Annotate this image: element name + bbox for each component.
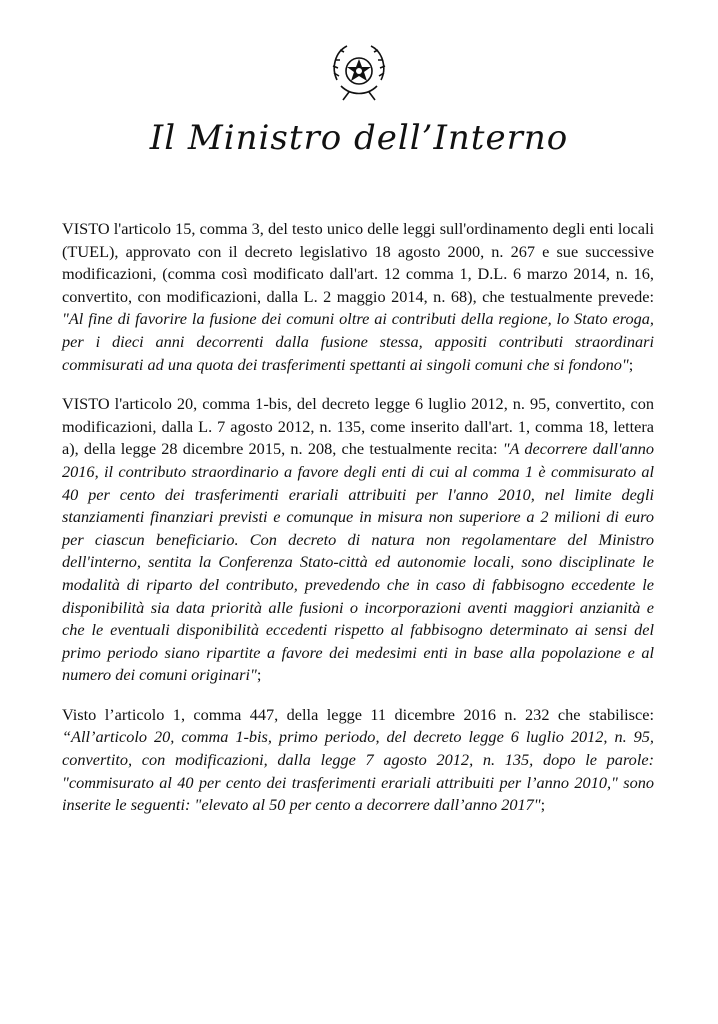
paragraph-tuel-article-15 xyxy=(62,218,654,376)
paragraph-quote: “All’articolo 20, comma 1-bis, primo periodo, del decreto legge 6 luglio 2012, n. 95, convertito, con modificazioni, dalla legge 7 agosto 2012, n. 135, dopo le parole: "commisurato al 40 per cento dei trasferimenti erariali attribuiti per l’anno 2010," sono inserite le seguenti: "elevato al 50 per cento a decorrere dall’anno 2017" xyxy=(62,727,654,815)
paragraph-intro: VISTO l'articolo 15, comma 3, del testo unico delle leggi sull'ordinamento degli enti locali (TUEL), approvato con il decreto legislativo 18 agosto 2000, n. 267 e sue successive modificazioni, (comma così modificato dall'art. 12 comma 1, D.L. 6 marzo 2014, n. 16, convertito, con modificazioni, dalla L. 2 maggio 2014, n. 68), che testualmente prevede: xyxy=(62,219,654,306)
paragraph-intro: Visto l’articolo 1, comma 447, della legge 11 dicembre 2016 n. 232 che stabilisce: xyxy=(62,704,654,724)
paragraph-intro: VISTO l'articolo 20, comma 1-bis, del decreto legge 6 luglio 2012, n. 95, convertito, con modificazioni, dalla L. 7 agosto 2012, n. 135, come inserito dall'art. 1, comma 18, lettera a), della legge 28 dicembre 2015, n. 208, che testualmente recita: xyxy=(62,394,654,459)
paragraph-tail: ; xyxy=(540,795,546,815)
ministry-title: Il Ministro dell’Interno xyxy=(149,118,569,158)
document-body xyxy=(62,218,654,834)
paragraph-quote: "Al fine di favorire la fusione dei comuni oltre ai contributi della regione, lo Stato eroga, per i dieci anni decorrenti dalla fusione stessa, appositi contributi straordinari commisurati ad una quota dei trasferimenti spettanti ai singoli comuni che si fondono" xyxy=(62,309,654,374)
paragraph-law-232-article-1 xyxy=(62,704,654,817)
paragraph-tail: ; xyxy=(256,665,262,685)
paragraph-dl-95-article-20 xyxy=(62,393,654,687)
paragraph-quote: "A decorrere dall'anno 2016, il contributo straordinario a favore degli enti di cui al comma 1 è commisurato al 40 per cento dei trasferimenti erariali attribuiti per l'anno 2010, nel limite degli stanziamenti finanziari previsti e comunque in misura non superiore a 2 milioni di euro per ciascun beneficiario. Con decreto di natura non regolamentare del Ministro dell'interno, sentita la Conferenza Stato-città ed autonomie locali, sono disciplinate le modalità di riparto del contributo, prevedendo che in caso di fabbisogno eccedente le disponibilità sia data priorità alle fusioni o incorporazioni aventi maggiori anzianità e che le eventuali disponibilità eccedenti rispetto al fabbisogno determinato ai sensi del primo periodo siano ripartite a favore dei medesimi enti in base alla popolazione e al numero dei comuni originari" xyxy=(62,439,654,685)
paragraph-tail: ; xyxy=(628,354,634,374)
italian-republic-emblem-icon xyxy=(329,40,389,104)
